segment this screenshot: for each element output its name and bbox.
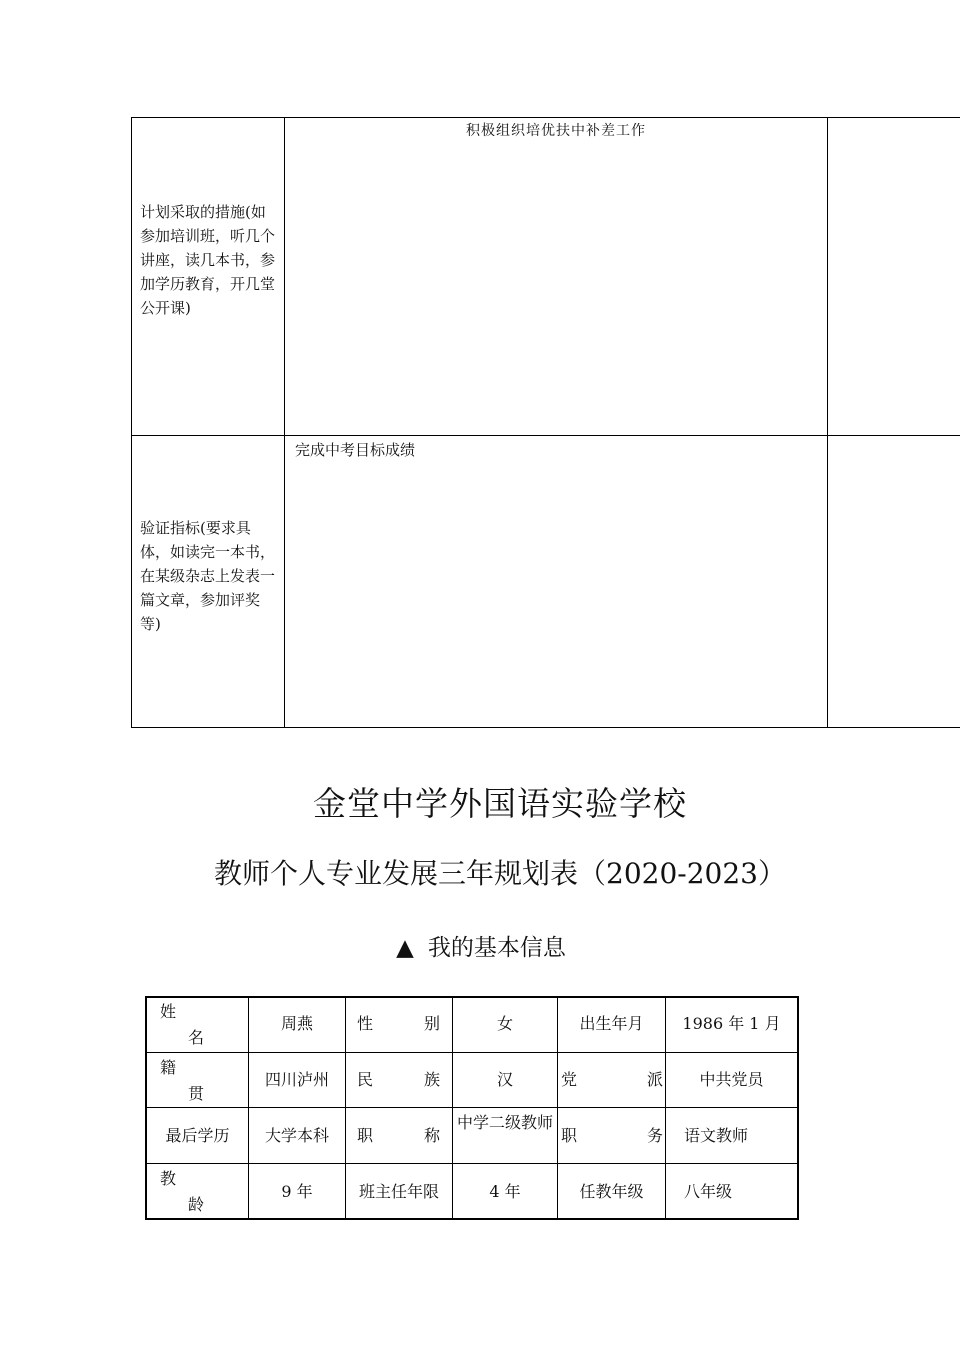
value-native: 四川泸州: [264, 1070, 329, 1089]
section-title: 我的基本信息: [427, 935, 566, 961]
table-border: [145, 1218, 799, 1220]
table-border: [131, 117, 132, 728]
value-grade: 八年级: [684, 1182, 733, 1201]
plan-row-label: 计划采取的措施(如参加培训班，听几个讲座，读几本书，参加学历教育，开几堂公开课): [140, 203, 276, 317]
value-headteacher-years: 4 年: [489, 1182, 521, 1201]
table-border: [284, 117, 285, 728]
label-title-right: 称: [424, 1126, 441, 1145]
table-border: [797, 996, 799, 1220]
label-title-left: 职: [357, 1126, 374, 1145]
value-party: 中共党员: [699, 1070, 764, 1089]
value-title: 中学二级教师: [456, 1113, 553, 1132]
label-party-left: 党: [561, 1070, 578, 1089]
label-gender-left: 性: [357, 1014, 374, 1033]
label-grade: 任教年级: [579, 1182, 644, 1201]
label-birth: 出生年月: [579, 1014, 644, 1033]
value-ethnic: 汉: [496, 1070, 513, 1089]
label-headteacher-years: 班主任年限: [358, 1182, 439, 1201]
table-border: [827, 117, 828, 728]
table-border: [145, 1052, 799, 1053]
label-native-top: 籍: [160, 1058, 177, 1077]
label-years-top: 教: [160, 1169, 177, 1188]
label-gender-right: 别: [424, 1014, 441, 1033]
label-party-right: 派: [647, 1070, 664, 1089]
school-name: 金堂中学外国语实验学校: [313, 784, 687, 823]
table-border: [145, 996, 147, 1220]
table-border: [131, 435, 960, 436]
value-education: 大学本科: [264, 1126, 329, 1145]
label-ethnic-right: 族: [424, 1070, 441, 1089]
plan-row-content: 完成中考目标成绩: [295, 441, 416, 459]
table-border: [131, 727, 960, 728]
value-gender: 女: [496, 1014, 513, 1033]
table-border: [131, 117, 960, 118]
value-years: 9 年: [281, 1182, 313, 1201]
label-name-bottom: 名: [188, 1028, 205, 1047]
label-native-bottom: 贯: [188, 1084, 205, 1103]
table-border: [145, 1163, 799, 1164]
label-post-left: 职: [561, 1126, 578, 1145]
section-heading: [0, 928, 960, 968]
form-title: 教师个人专业发展三年规划表（2020-2023）: [214, 857, 786, 890]
value-name: 周燕: [280, 1014, 313, 1033]
label-years-bottom: 龄: [188, 1195, 205, 1214]
label-post-right: 务: [647, 1126, 664, 1145]
plan-row-label: 验证指标(要求具体，如读完一本书，在某级杂志上发表一篇文章，参加评奖等): [140, 519, 276, 633]
plan-row-content: 积极组织培优扶中补差工作: [466, 123, 646, 139]
value-birth: 1986 年 1 月: [682, 1014, 781, 1033]
table-border: [145, 996, 799, 998]
value-post: 语文教师: [684, 1126, 749, 1145]
table-border: [145, 1107, 799, 1108]
label-name-top: 姓: [160, 1002, 177, 1021]
label-education: 最后学历: [165, 1126, 230, 1145]
triangle-icon: ▲: [396, 935, 414, 961]
label-ethnic-left: 民: [357, 1070, 374, 1089]
